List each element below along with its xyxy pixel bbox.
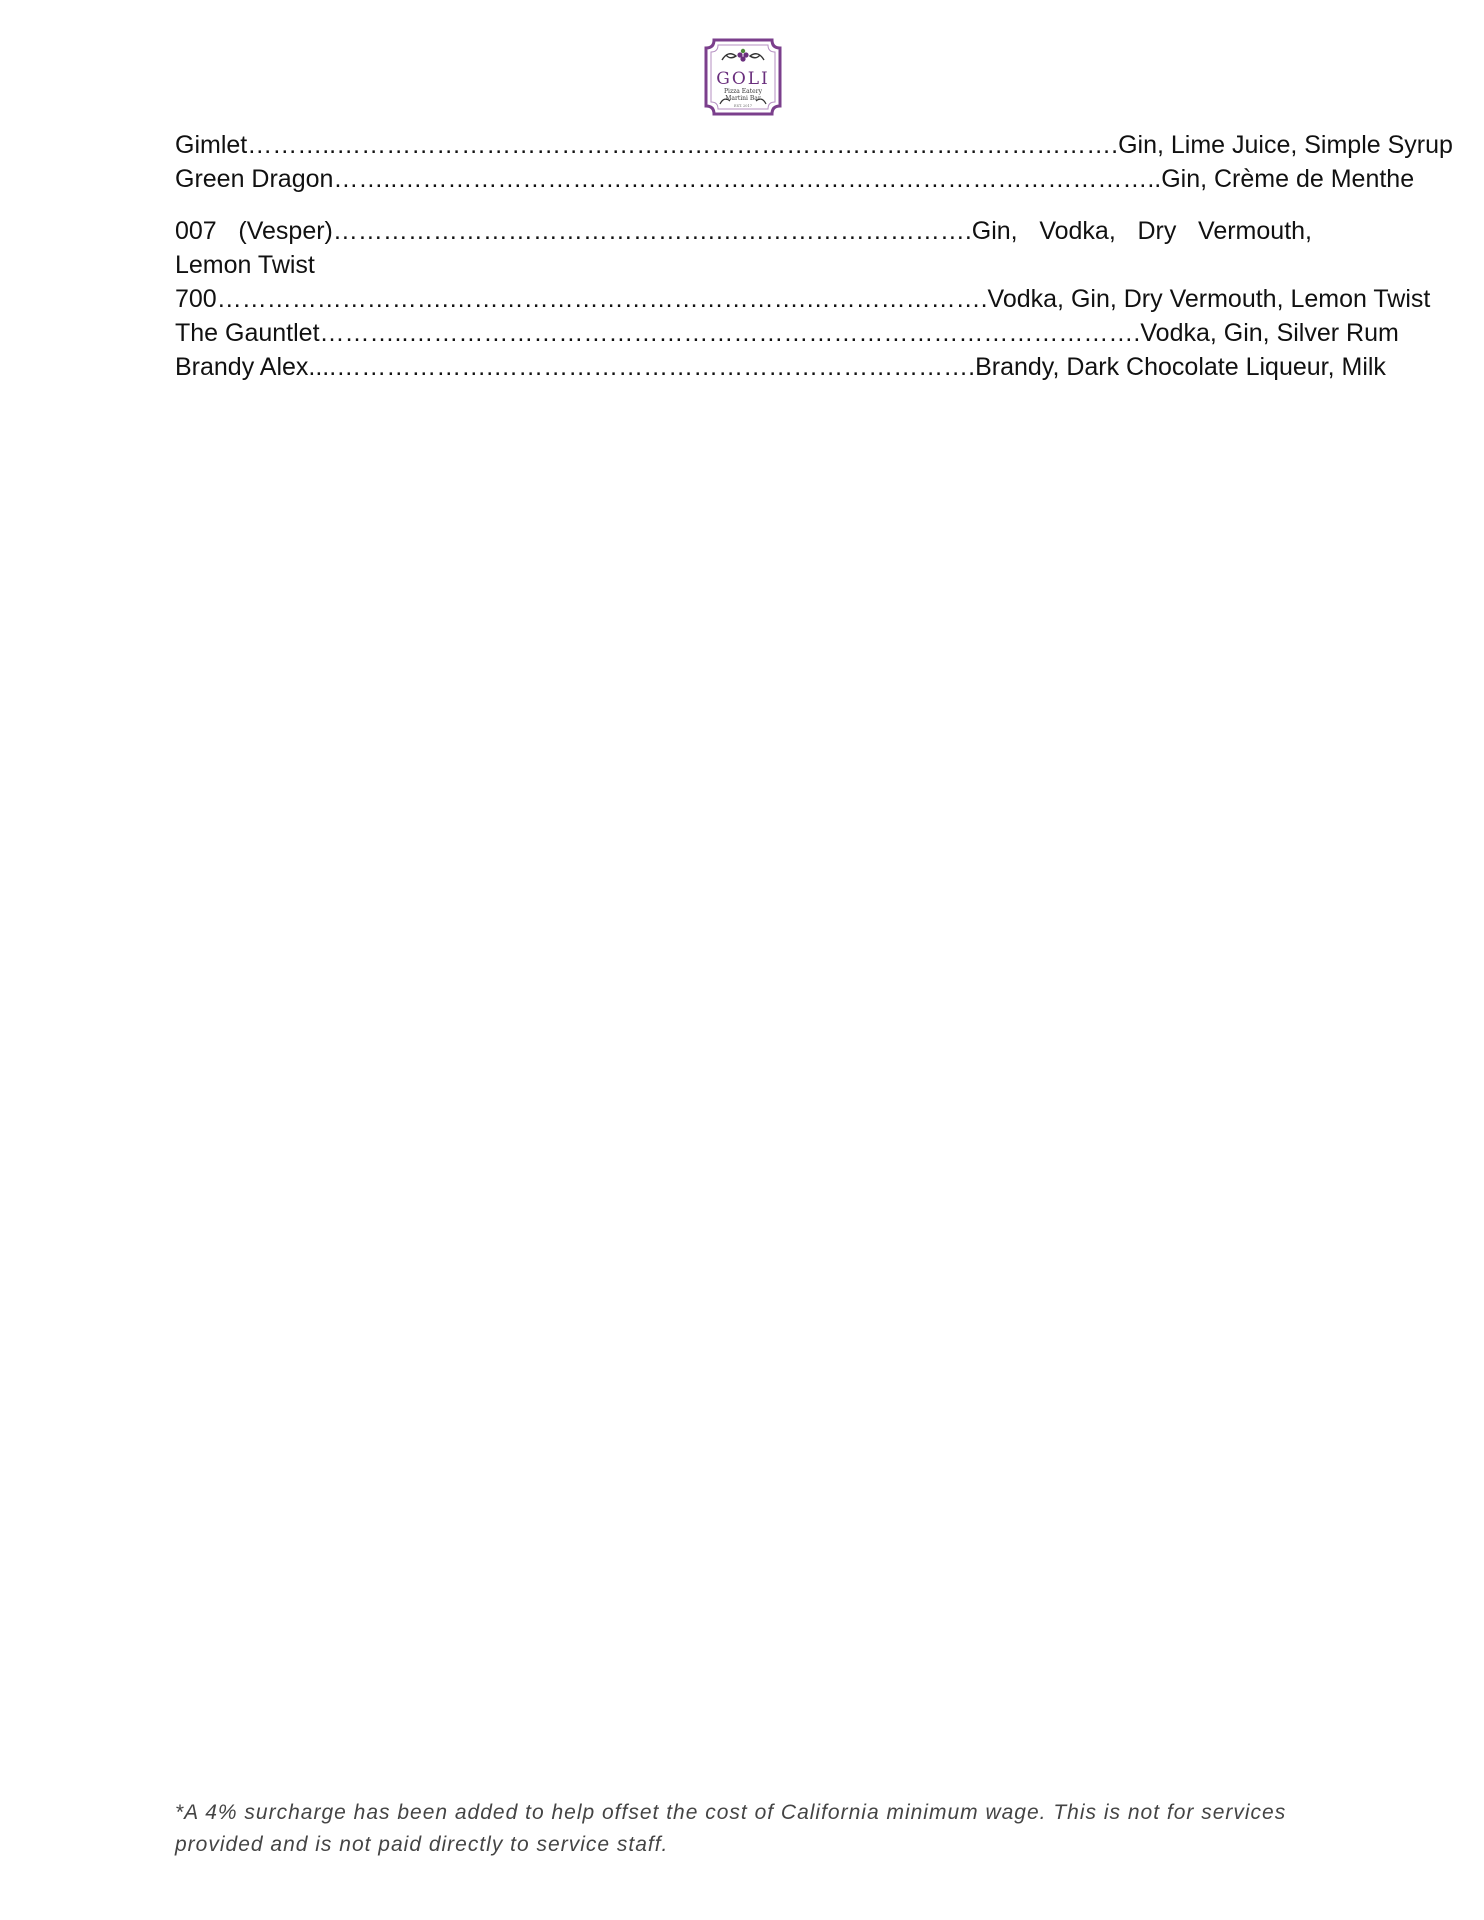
cocktail-menu — [175, 128, 1453, 384]
menu-item-700: 700……………………….…………………………………….………………….Vodka, Gin, Dry Vermouth, Lemon Twist — [175, 285, 1431, 313]
menu-item-brandy-alex: Brandy Alex....……………….………………………………………………….Brandy, Dark Chocolate Liqueur, Milk — [175, 353, 1386, 381]
surcharge-footnote: *A 4% surcharge has been added to help offset the cost of California minimum wage. This is not for services provided and is not paid directly to service staff. — [175, 1801, 1287, 1856]
logo-title: GOLI — [716, 69, 770, 89]
menu-item-gimlet: Gimlet………..………………………………………………………………………………….Gin, Lime Juice, Simple Syrup — [175, 131, 1453, 159]
menu-item-green-dragon: Green Dragon……..………………………………………………………………………………..Gin, Crème de Menthe — [175, 165, 1415, 193]
logo-emblem — [700, 34, 786, 120]
logo-line1: Pizza Eatery — [724, 88, 762, 95]
logo-est: EST. 2017 — [734, 104, 752, 108]
logo-line2: Martini Bar — [725, 95, 761, 102]
goli-logo — [700, 34, 786, 120]
menu-item-gauntlet: The Gauntlet………..…………………………………………………………………………….Vodka, Gin, Silver Rum — [175, 319, 1399, 347]
menu-item-vesper: 007 (Vesper)……………………………………….………………………….Gin, Vodka, Dry Vermouth, Lemon Twist — [175, 217, 1312, 279]
